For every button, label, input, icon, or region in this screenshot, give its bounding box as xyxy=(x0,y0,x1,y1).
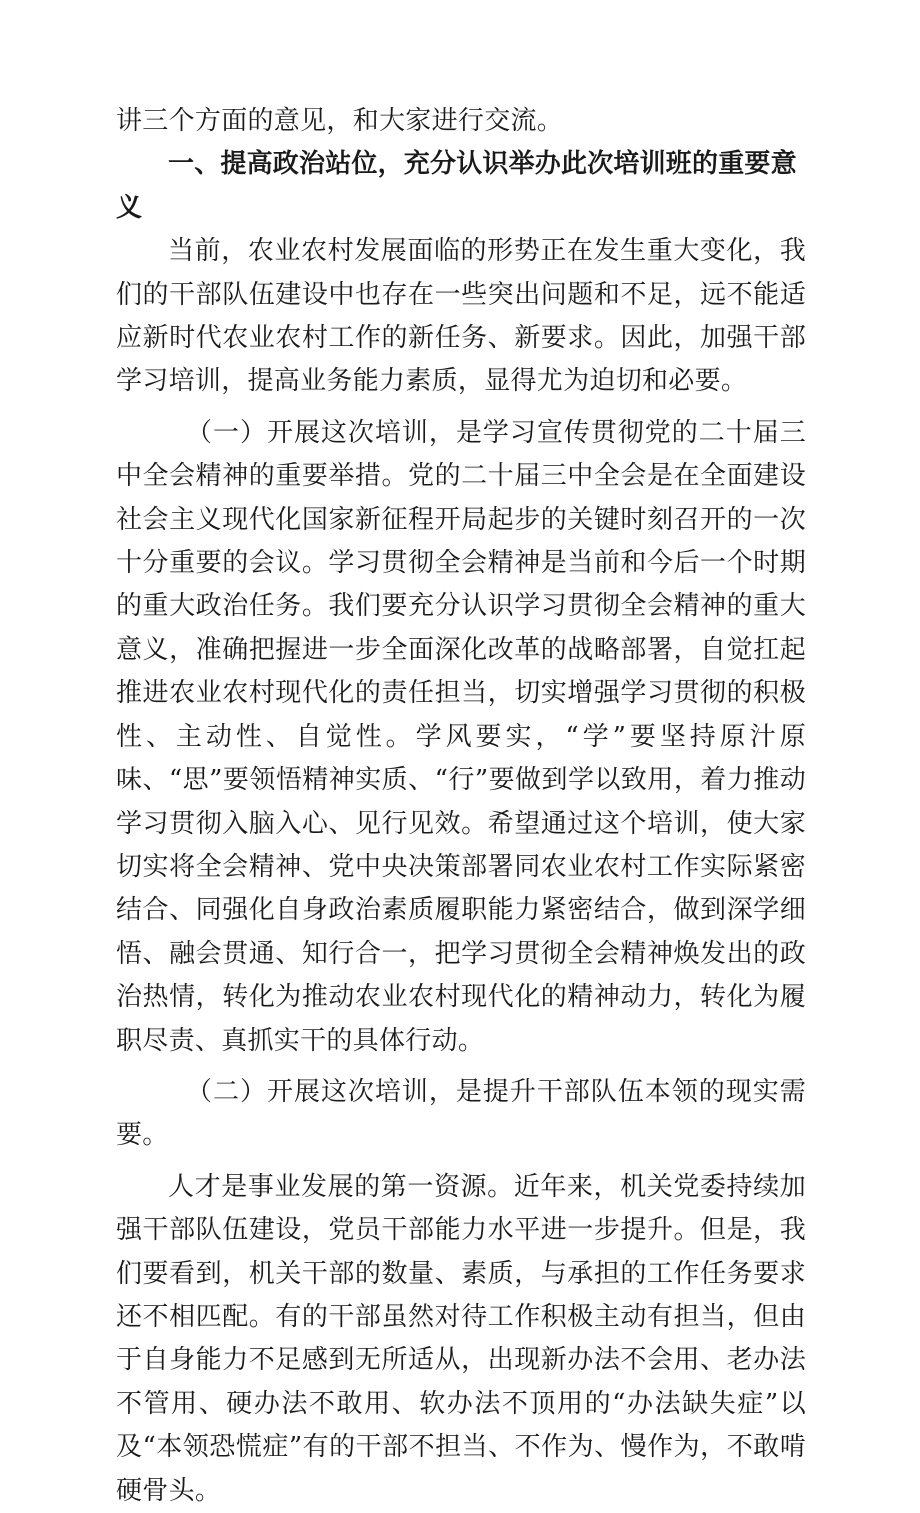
paragraph-continuation: 讲三个方面的意见，和大家进行交流。 xyxy=(116,106,564,136)
document-body xyxy=(116,100,806,1513)
paragraph-talent: 人才是事业发展的第一资源。近年来，机关党委持续加强干部队伍建设，党员干部能力水平进一步提升。但是，我们要看到，机关干部的数量、素质，与承担的工作任务要求还不相匹配。有的干部虽然对待工作积极主动有担当，但由于自身能力不足感到无所适从，出现新办法不会用、老办法不管用、硬办法不敢用、软办法不顶用的“办法缺失症”以及“本领恐慌症”有的干部不担当、不作为、慢作为，不敢啃硬骨头。 xyxy=(116,1171,806,1506)
section-heading: 一、提高政治站位，充分认识举办此次培训班的重要意义 xyxy=(116,149,797,223)
paragraph-current-situation: 当前，农业农村发展面临的形势正在发生重大变化，我们的干部队伍建设中也存在一些突出问题和不足，远不能适应新时代农业农村工作的新任务、新要求。因此，加强干部学习培训，提高业务能力素质，显得尤为迫切和必要。 xyxy=(116,236,806,397)
paragraph-gap xyxy=(116,1063,806,1071)
subsection-two-heading: （二）开展这次培训，是提升干部队伍本领的现实需要。 xyxy=(116,1076,806,1151)
paragraph-gap xyxy=(116,404,806,412)
subsection-one: （一）开展这次培训，是学习宣传贯彻党的二十届三中全会精神的重要举措。党的二十届三中全会是在全面建设社会主义现代化国家新征程开局起步的关键时刻召开的一次十分重要的会议。学习贯彻全会精神是当前和今后一个时期的重大政治任务。我们要充分认识学习贯彻全会精神的重大意义，准确把握进一步全面深化改革的战略部署，自觉扛起推进农业农村现代化的责任担当，切实增强学习贯彻的积极性、主动性、自觉性。学风要实，“学”要坚持原汁原味、“思”要领悟精神实质、“行”要做到学以致用，着力推动学习贯彻入脑入心、见行见效。希望通过这个培训，使大家切实将全会精神、党中央决策部署同农业农村工作实际紧密结合、同强化自身政治素质履职能力紧密结合，做到深学细悟、融会贯通、知行合一，把学习贯彻全会精神焕发出的政治热情，转化为推动农业农村现代化的精神动力，转化为履职尽责、真抓实干的具体行动。 xyxy=(116,417,806,1056)
paragraph-gap xyxy=(116,1158,806,1166)
